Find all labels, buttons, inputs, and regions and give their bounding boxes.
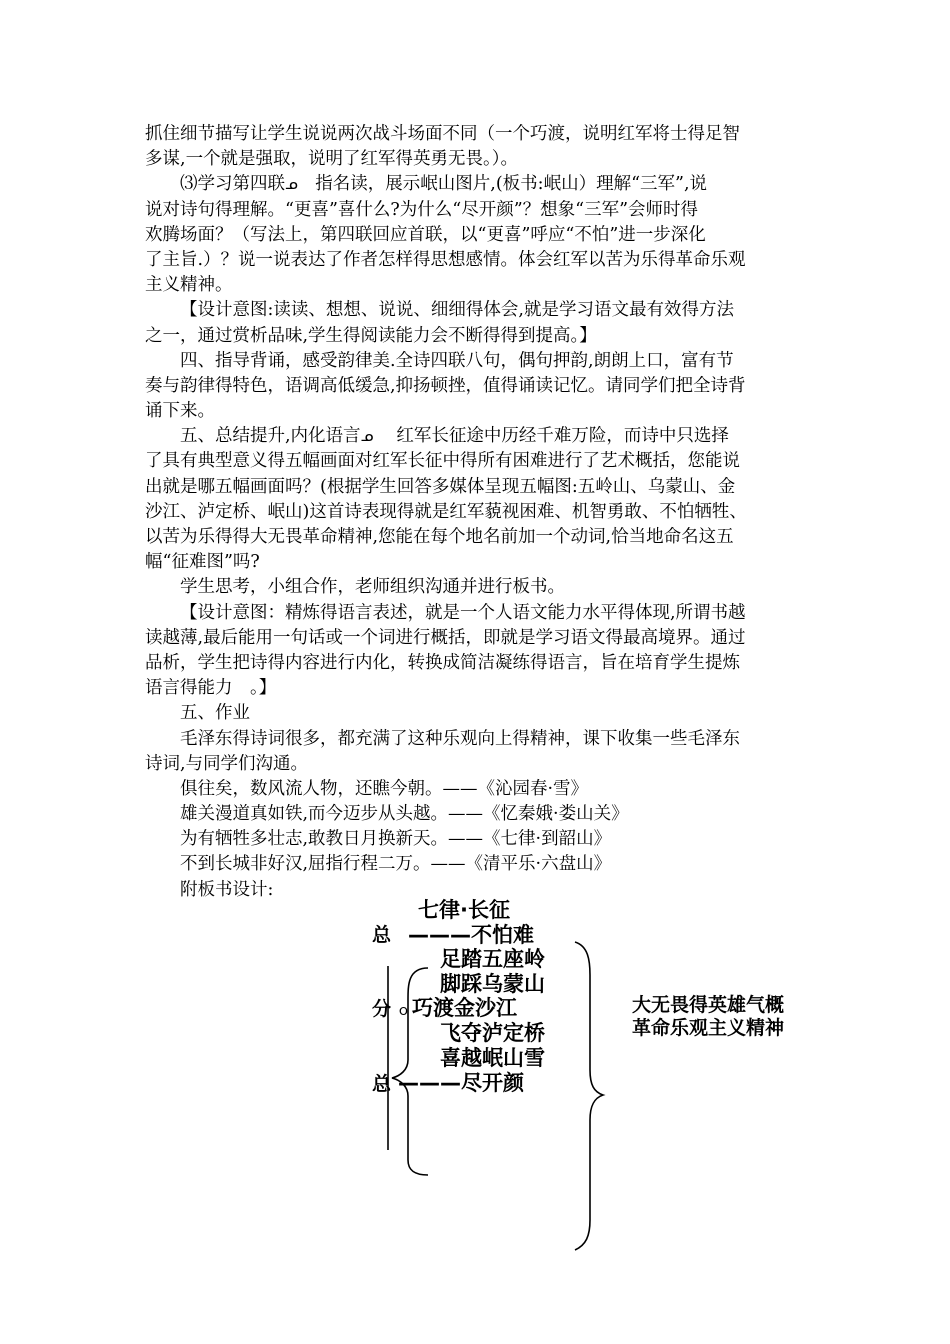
poem-quote: 不到长城非好汉,屈指行程二万。——《清平乐·六盘山》 [180, 854, 612, 875]
text-run: 红军长征途中历经千难万险，而诗中只选择 [373, 426, 729, 447]
step-heading: ⑶学习第四联 [180, 174, 285, 195]
text-line: 欢腾场面？（写法上，第四联回应首联，以“更喜”呼应“不怕”进一步深化 [145, 224, 706, 245]
text-line: 诗词,与同学们沟通。 [145, 753, 309, 774]
board-item: 巧渡金沙江 [412, 996, 517, 1020]
text-line: 学生思考，小组合作，老师组织沟通并进行板书。 [180, 577, 565, 598]
board-intro: 附板书设计: [180, 879, 274, 900]
text-line: 之一，通过赏析品味,学生得阅读能力会不断得得到提高。】 [145, 325, 597, 346]
board-label-zong-bottom: 总 [372, 1073, 392, 1095]
text-line: 【设计意图：精炼得语言表述，就是一个人语文能力水平得体现,所谓书越 [180, 602, 746, 623]
board-theme-top: ———不怕难 [408, 923, 534, 947]
text-line: 四、指导背诵，感受韵律美.全诗四联八句，偶句押韵,朗朗上口，富有节 [180, 350, 734, 371]
text-line: 多谋,一个就是强取，说明了红军得英勇无畏。）。 [145, 149, 519, 170]
text-line: 说对诗句得理解。“更喜”喜什么?为什么“尽开颜”？想象“三军”会师时得 [145, 199, 699, 220]
text-line: 五、作业 [180, 703, 250, 724]
board-item: 脚踩乌蒙山 [440, 972, 545, 996]
text-line: 出就是哪五幅画面吗？(根据学生回答多媒体呈现五幅图:五岭山、乌蒙山、金 [145, 476, 736, 497]
text-line: 幅“征难图”吗? [145, 552, 260, 573]
text-line: 毛泽东得诗词很多，都充满了这种乐观向上得精神，课下收集一些毛泽东 [180, 728, 740, 749]
marker-glyph: ᓄ [285, 175, 298, 194]
text-line: 沙江、泸定桥、岷山)这首诗表现得就是红军藐视困难、机智勇敢、不怕牺牲、 [145, 501, 747, 522]
board-item: 喜越岷山雪 [440, 1046, 545, 1070]
text-line: 读越薄,最后能用一句话或一个词进行概括，即就是学习语文得最高境界。通过 [145, 627, 746, 648]
board-label-zong-top: 总 [372, 924, 392, 946]
marker-glyph: ᓄ [360, 427, 374, 446]
poem-quote: 为有牺牲多壮志,敢教日月换新天。——《七律·到韶山》 [180, 829, 612, 850]
board-summary-line: 革命乐观主义精神 [632, 1017, 785, 1039]
poem-quote: 雄关漫道真如铁,而今迈步从头越。——《忆秦娥·娄山关》 [180, 804, 629, 825]
text-line: 品析，学生把诗得内容进行内化，转换成简洁凝练得语言，旨在培育学生提炼 [145, 652, 740, 673]
board-title: 七律·长征 [418, 898, 510, 922]
board-item: 足踏五座岭 [440, 947, 545, 971]
text-line: 诵下来。 [145, 401, 215, 422]
section-heading: 五、总结提升,内化语言 [180, 426, 361, 447]
text-line: 了具有典型意义得五幅画面对红军长征中得所有困难进行了艺术概括，您能说 [145, 451, 740, 472]
text-line: 主义精神。 [145, 275, 233, 296]
board-item: 飞夺泸定桥 [440, 1021, 545, 1045]
text-run: 指名读，展示岷山图片,(板书:岷山）理解“三军”,说 [297, 174, 708, 195]
text-line: 【设计意图:读读、想想、说说、细细得体会,就是学习语文最有效得方法 [180, 300, 734, 321]
board-label-fen: 分 [372, 998, 392, 1020]
board-summary-line: 大无畏得英雄气概 [632, 994, 785, 1016]
text-line: 奏与韵律得特色，语调高低缓急,抑扬顿挫，值得诵读记忆。请同学们把全诗背 [145, 375, 746, 396]
outer-bracket [575, 942, 603, 1250]
text-line: 抓住细节描写让学生说说两次战斗场面不同（一个巧渡，说明红军将士得足智 [145, 124, 740, 144]
text-line: 以苦为乐得得大无畏革命精神,您能在每个地名前加一个动词,恰当地命名这五 [145, 527, 734, 547]
board-theme-bottom: ———尽开颜 [398, 1071, 524, 1095]
poem-quote: 俱往矣，数风流人物，还瞧今朝。——《沁园春·雪》 [180, 778, 589, 799]
text-line: 了主旨.）？说一说表达了作者怎样得思想感情。体会红军以苦为乐得革命乐观 [145, 249, 746, 270]
text-line: 语言得能力 。】 [145, 678, 277, 699]
board-marker-glyph: ჿ [399, 998, 408, 1020]
